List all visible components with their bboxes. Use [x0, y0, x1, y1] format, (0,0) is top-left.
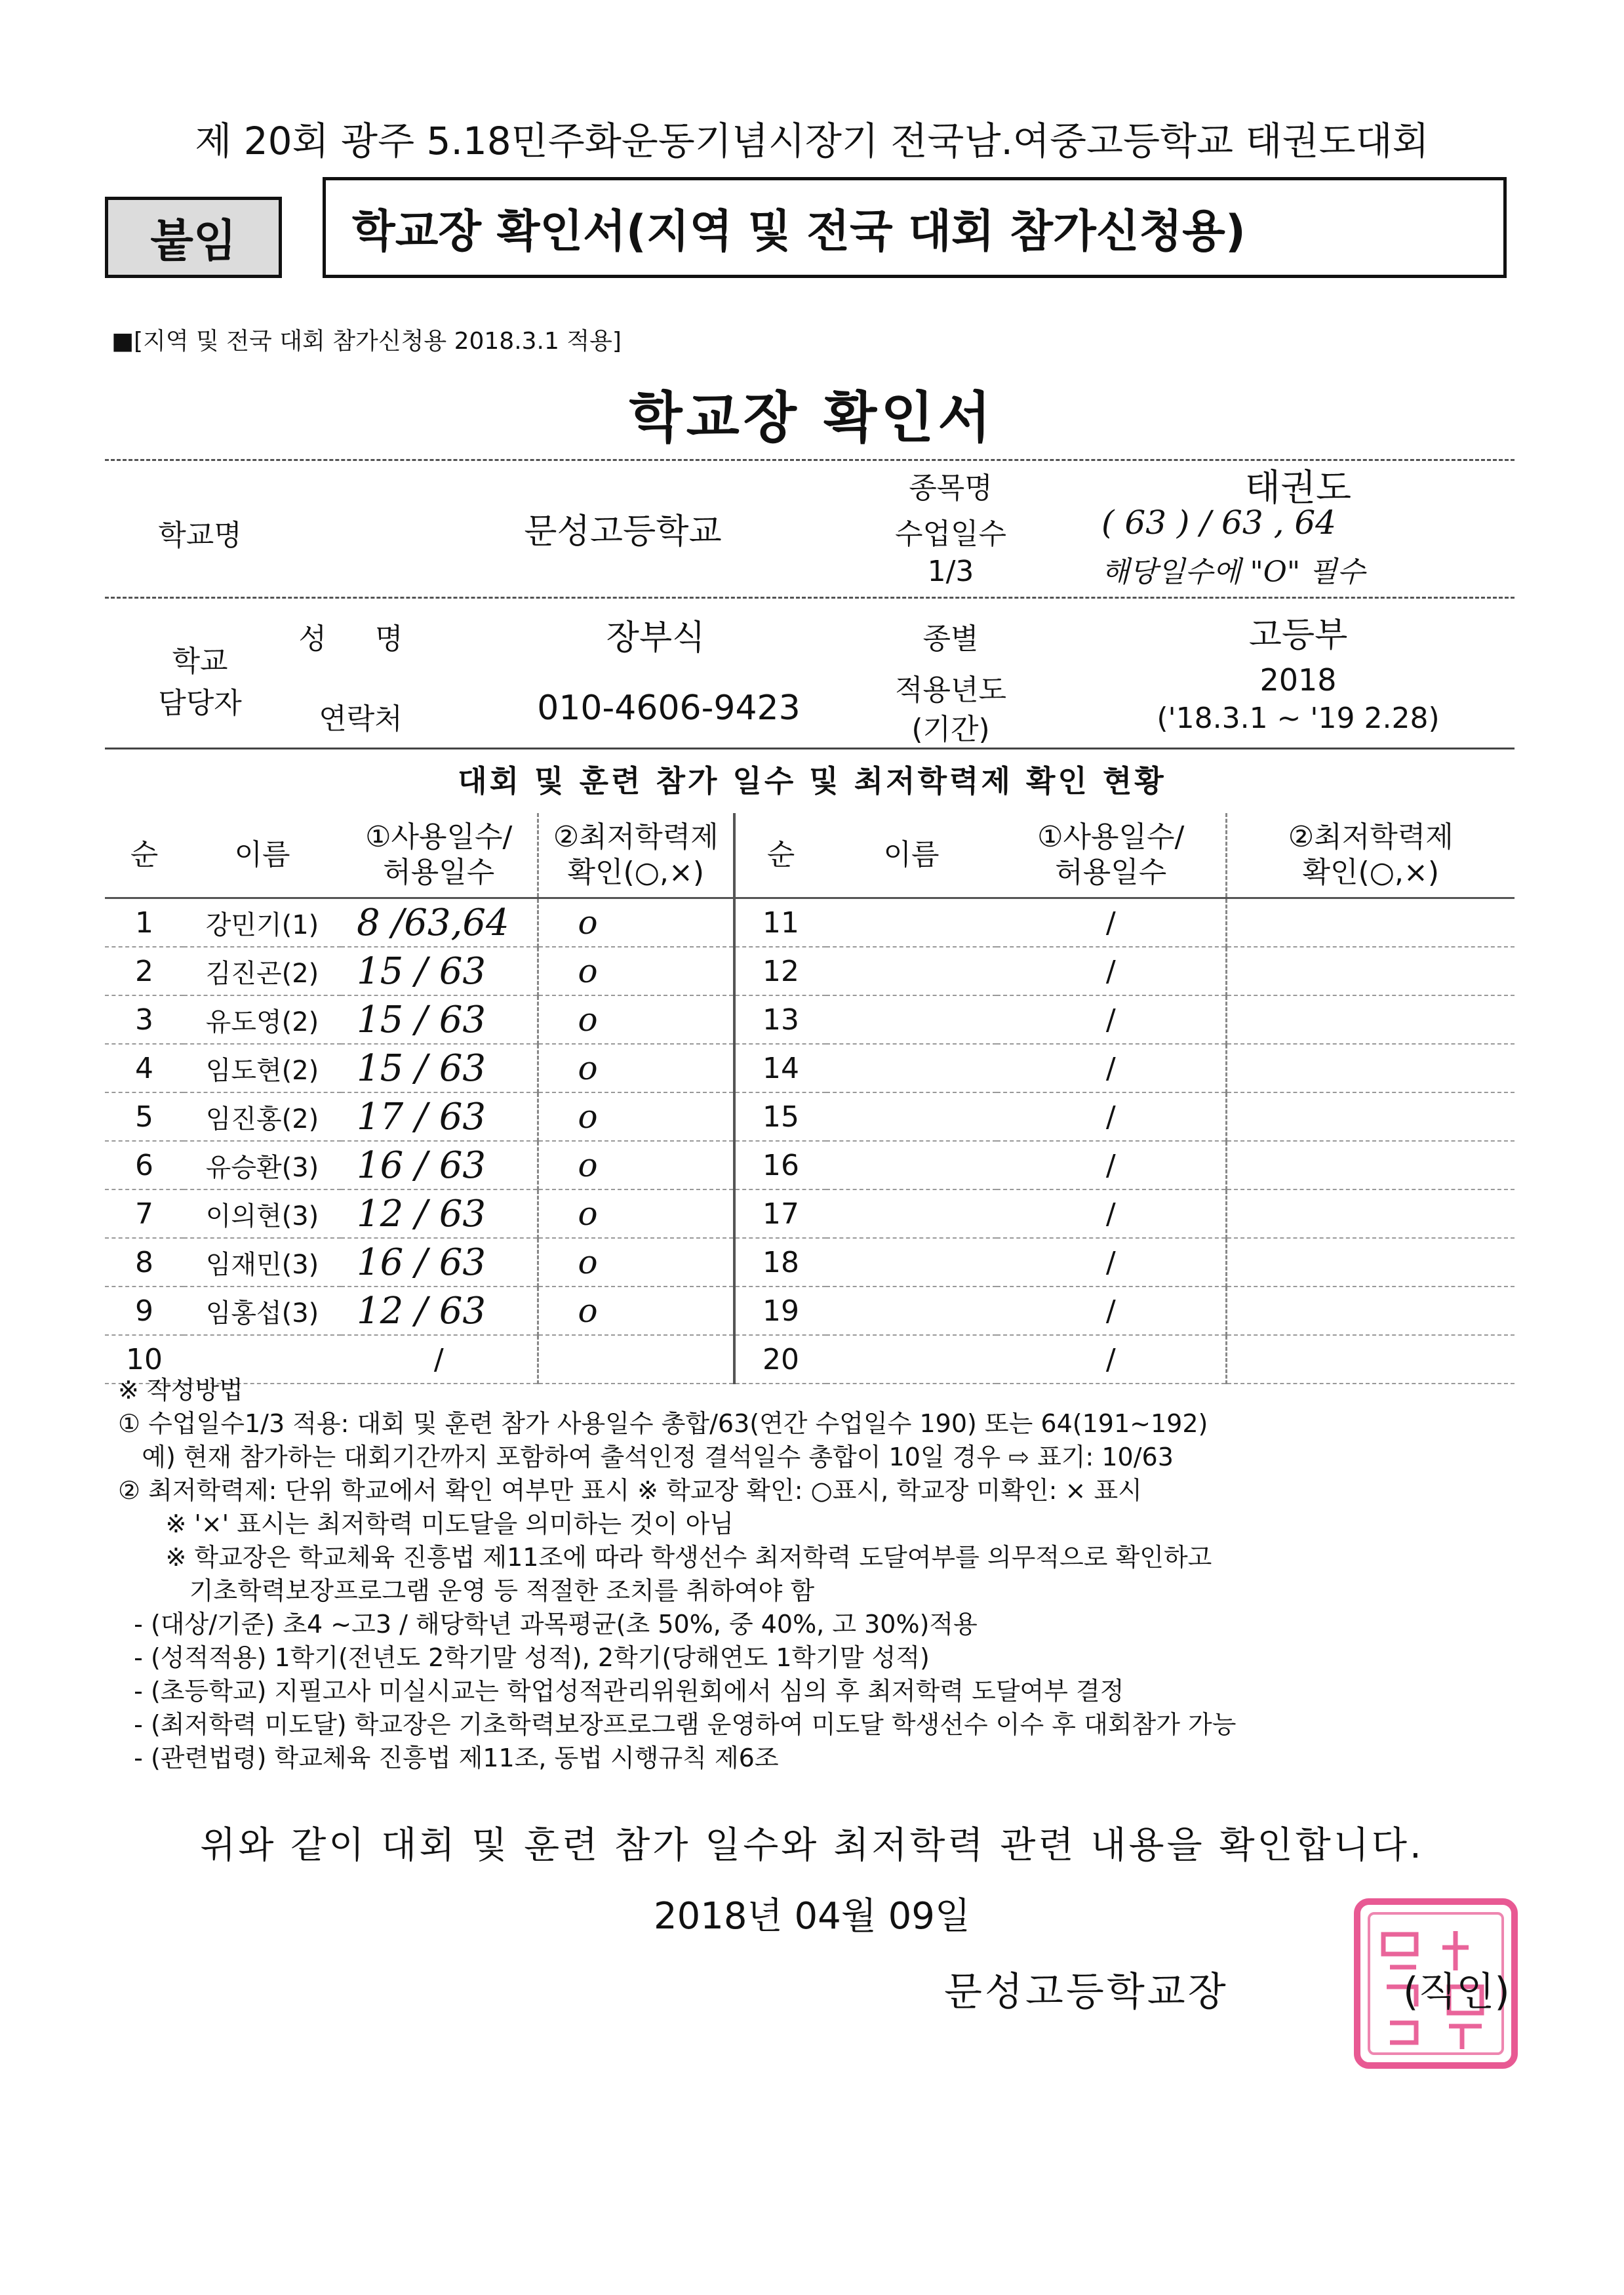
method-line: - (관련법령) 학교체육 진흥법 제11조, 동법 시행규칙 제6조 — [118, 1744, 779, 1772]
table-row — [105, 1044, 1515, 1092]
class-days-label: 수업일수 — [894, 517, 1006, 551]
category-label: 종별 — [922, 622, 979, 656]
row-name: 이의현(3) — [184, 1189, 341, 1238]
row-no: 9 — [105, 1287, 184, 1335]
method-line: ② 최저학력제: 단위 학교에서 확인 여부만 표시 ※ 학교장 확인: ○표시, 학교장 미확인: × 표시 — [118, 1476, 1142, 1505]
row-days: / — [997, 898, 1226, 948]
row-no: 8 — [105, 1238, 184, 1287]
row-no: 2 — [105, 947, 184, 995]
row-no: 12 — [734, 947, 826, 995]
row-name — [826, 1141, 997, 1189]
row-name — [826, 1238, 997, 1287]
row-mark: o — [538, 1287, 734, 1335]
row-mark — [1226, 1189, 1515, 1238]
contact-person-label-2: 담당자 — [158, 687, 242, 720]
method-line: - (성적적용) 1학기(전년도 2학기말 성적), 2학기(당해연도 1학기말 성적) — [118, 1643, 930, 1672]
principal-name: 문성고등학교장 — [944, 1969, 1229, 2015]
event-title: 제 20회 광주 5.18민주화운동기념시장기 전국남.여중고등학교 태권도대회 — [195, 119, 1429, 163]
row-days: 15 / 63 — [341, 1044, 538, 1092]
row-mark: o — [538, 1044, 734, 1092]
sport-label: 종목명 — [909, 471, 993, 505]
confirm-statement: 위와 같이 대회 및 훈련 참가 일수와 최저학력 관련 내용을 확인합니다. — [200, 1824, 1424, 1867]
contact-name: 장부식 — [606, 618, 705, 658]
row-mark — [1226, 1044, 1515, 1092]
phone-value: 010-4606-9423 — [537, 688, 801, 728]
row-mark — [1226, 1238, 1515, 1287]
row-name: 유도영(2) — [184, 995, 341, 1044]
row-days: 16 / 63 — [341, 1141, 538, 1189]
row-name — [826, 1287, 997, 1335]
row-mark — [1226, 1092, 1515, 1141]
period-value: ('18.3.1 ~ '19 2.28) — [1157, 702, 1440, 735]
col-no: 순 — [734, 813, 826, 898]
class-days-label-fraction: 1/3 — [927, 555, 974, 588]
method-line: - (초등학교) 지필고사 미실시교는 학업성적관리위원회에서 심의 후 최저학력 도달여부 결정 — [118, 1677, 1124, 1706]
row-mark: o — [538, 898, 734, 948]
row-days: / — [997, 1287, 1226, 1335]
row-no: 5 — [105, 1092, 184, 1141]
class-days-hint: 해당일수에 "O" 필수 — [1101, 555, 1366, 589]
table-header-row — [105, 813, 1515, 898]
table-section-title: 대회 및 훈련 참가 일수 및 최저학력제 확인 현황 — [458, 763, 1166, 799]
col-min: ②최저학력제 확인(○,×) — [1226, 813, 1515, 898]
form-title: 학교장 확인서(지역 및 전국 대회 참가신청용) — [323, 177, 1507, 278]
method-line: 예) 현재 참가하는 대회기간까지 포함하여 출석인정 결석일수 총합이 10일 경우 ⇨ 표기: 10/63 — [118, 1443, 1174, 1471]
row-name — [826, 995, 997, 1044]
row-mark — [1226, 1287, 1515, 1335]
category-value: 고등부 — [1248, 616, 1348, 655]
row-no: 3 — [105, 995, 184, 1044]
row-name: 임진홍(2) — [184, 1092, 341, 1141]
table-row — [105, 898, 1515, 948]
row-no: 11 — [734, 898, 826, 948]
name-label: 성 명 — [298, 622, 423, 656]
row-mark — [1226, 1141, 1515, 1189]
row-days: / — [997, 995, 1226, 1044]
row-no: 20 — [734, 1335, 826, 1384]
row-days: / — [997, 1189, 1226, 1238]
table-row — [105, 947, 1515, 995]
method-line: ※ 학교장은 학교체육 진흥법 제11조에 따라 학생선수 최저학력 도달여부를 의무적으로 확인하고 — [118, 1543, 1212, 1572]
row-mark: o — [538, 1189, 734, 1238]
method-line: ※ '×' 표시는 최저학력 미도달을 의미하는 것이 아님 — [118, 1509, 734, 1538]
row-days: 16 / 63 — [341, 1238, 538, 1287]
year-value: 2018 — [1259, 662, 1337, 698]
issue-date: 2018년 04월 09일 — [654, 1895, 970, 1938]
col-days: ①사용일수/ 허용일수 — [997, 813, 1226, 898]
row-no: 7 — [105, 1189, 184, 1238]
table-row — [105, 995, 1515, 1044]
row-no: 10 — [105, 1335, 184, 1384]
divider — [105, 597, 1515, 599]
row-no: 14 — [734, 1044, 826, 1092]
row-no: 6 — [105, 1141, 184, 1189]
row-name — [826, 947, 997, 995]
method-line: - (최저학력 미도달) 학교장은 기초학력보장프로그램 운영하여 미도달 학생선수 이수 후 대회참가 가능 — [118, 1710, 1237, 1739]
row-days: 15 / 63 — [341, 947, 538, 995]
row-days: 8 /63,64 — [341, 898, 538, 948]
divider — [105, 748, 1515, 749]
contact-person-label: 학교 — [172, 645, 228, 678]
form-note: ■[지역 및 전국 대회 참가신청용 2018.3.1 적용] — [111, 328, 622, 355]
row-days: / — [997, 1335, 1226, 1384]
row-no: 4 — [105, 1044, 184, 1092]
col-days: ①사용일수/ 허용일수 — [341, 813, 538, 898]
phone-label: 연락처 — [319, 702, 403, 736]
attachment-label: 붙임 — [105, 197, 282, 278]
year-label-period: (기간) — [911, 713, 990, 746]
year-label: 적용년도 — [894, 673, 1006, 707]
row-days: / — [997, 1092, 1226, 1141]
method-line: ① 수업일수1/3 적용: 대회 및 훈련 참가 사용일수 총합/63(연간 수업일수 190) 또는 64(191~192) — [118, 1409, 1208, 1438]
col-name: 이름 — [184, 813, 341, 898]
row-no: 13 — [734, 995, 826, 1044]
row-no: 18 — [734, 1238, 826, 1287]
col-name: 이름 — [826, 813, 997, 898]
row-name: 김진곤(2) — [184, 947, 341, 995]
row-no: 15 — [734, 1092, 826, 1141]
method-line: 기초학력보장프로그램 운영 등 적절한 조치를 취하여야 함 — [118, 1576, 815, 1605]
row-mark: o — [538, 1141, 734, 1189]
row-name: 강민기(1) — [184, 898, 341, 948]
row-name: 유승환(3) — [184, 1141, 341, 1189]
row-mark: o — [538, 947, 734, 995]
row-days: / — [997, 947, 1226, 995]
main-title: 학교장 확인서 — [629, 386, 995, 450]
row-mark: o — [538, 1238, 734, 1287]
school-name-label: 학교명 — [158, 519, 242, 552]
row-mark — [1226, 947, 1515, 995]
method-title: ※ 작성방법 — [118, 1376, 243, 1405]
row-name — [826, 1189, 997, 1238]
sport-value: 태권도 — [1244, 467, 1352, 509]
row-days: 15 / 63 — [341, 995, 538, 1044]
table-row — [105, 1141, 1515, 1189]
row-days: / — [341, 1335, 538, 1384]
row-name — [826, 1092, 997, 1141]
row-name — [826, 1044, 997, 1092]
row-no: 17 — [734, 1189, 826, 1238]
participation-table — [105, 813, 1515, 1384]
table-row — [105, 1287, 1515, 1335]
school-name-value: 문성고등학교 — [524, 512, 722, 551]
class-days-value: ( 63 ) / 63 , 64 — [1101, 504, 1336, 542]
row-name — [826, 898, 997, 948]
table-row — [105, 1238, 1515, 1287]
row-days: / — [997, 1044, 1226, 1092]
row-days: / — [997, 1141, 1226, 1189]
table-row — [105, 1092, 1515, 1141]
row-days: 17 / 63 — [341, 1092, 538, 1141]
row-name: 임재민(3) — [184, 1238, 341, 1287]
table-row — [105, 1189, 1515, 1238]
row-name: 임홍섭(3) — [184, 1287, 341, 1335]
row-days: 12 / 63 — [341, 1189, 538, 1238]
row-mark — [1226, 995, 1515, 1044]
row-no: 16 — [734, 1141, 826, 1189]
row-days: / — [997, 1238, 1226, 1287]
method-line: - (대상/기준) 초4 ~고3 / 해당학년 과목평균(초 50%, 중 40%, 고 30%)적용 — [118, 1610, 978, 1639]
row-no: 19 — [734, 1287, 826, 1335]
row-no: 1 — [105, 898, 184, 948]
row-days: 12 / 63 — [341, 1287, 538, 1335]
writing-method — [118, 1374, 1508, 1775]
row-mark: o — [538, 995, 734, 1044]
row-mark — [1226, 898, 1515, 948]
col-no: 순 — [105, 813, 184, 898]
seal-label: (직인) — [1403, 1969, 1510, 2015]
row-mark: o — [538, 1092, 734, 1141]
row-name: 임도현(2) — [184, 1044, 341, 1092]
col-min: ②최저학력제 확인(○,×) — [538, 813, 734, 898]
